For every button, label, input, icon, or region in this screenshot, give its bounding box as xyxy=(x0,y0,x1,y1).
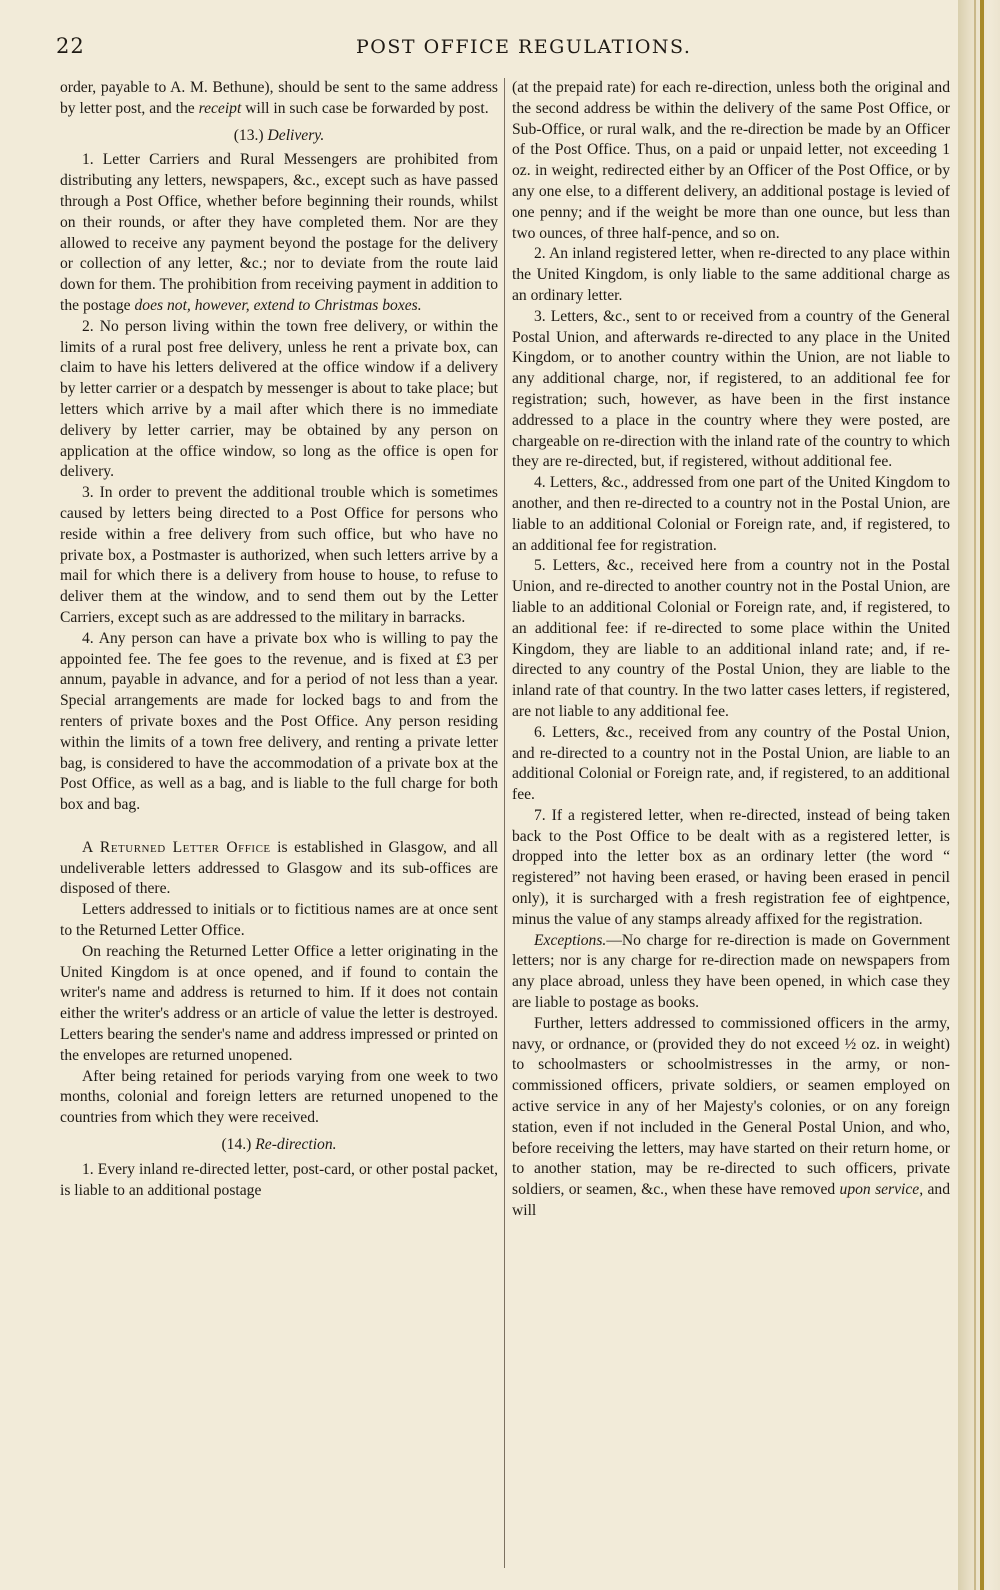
exceptions-paragraph: Exceptions.—No charge for re-direction is made on Government letters; nor is any charge for re-direction made on newspapers from any place abroad, unless they have been opened, in which case they are liable to postage as books. xyxy=(512,931,950,1012)
redirection-paragraph-6: 6. Letters, &c., received from any country of the Postal Union, and re-directed to a country not in the Postal Union, are liable to an additional Colonial or Foreign rate, and, if registered, to an additional fee. xyxy=(512,723,950,804)
initials-paragraph: Letters addressed to initials or to fictitious names are at once sent to the Returned Letter Office. xyxy=(60,901,498,940)
section-heading-redirection: (14.) Re-direction. xyxy=(221,1136,337,1154)
right-column xyxy=(512,78,950,1222)
redirection-paragraph-1-continued: (at the prepaid rate) for each re-direction, unless both the original and the second address be within the delivery of the same Post Office, or Sub-Office, or rural walk, and the re-direction be made by an Officer of the Post Office. Thus, on a paid or unpaid letter, not exceeding 1 oz. in weight, redirected either by an Officer of the Post Office, or by any one else, to a different delivery, an additional postage is levied of one penny; and if the weight be more than one ounce, but less than two ounces, of three half-pence, and so on. xyxy=(512,79,950,242)
delivery-paragraph-1: 1. Letter Carriers and Rural Messengers are prohibited from distributing any letters, newspapers, &c., except such as have passed through a Post Office, whether before beginning their rounds, whilst on their rounds, or after they have completed them. Nor are they allowed to receive any payment beyond the postage for the delivery or collection of any letter, &c.; nor to deviate from the route laid down for them. The prohibition from receiving payment in addition to the postage does not, however, extend to Christmas boxes. xyxy=(60,151,498,314)
binding-shadow xyxy=(974,0,976,1590)
binding-gutter xyxy=(980,0,984,1590)
redirection-paragraph-7: 7. If a registered letter, when re-directed, instead of being taken back to the Post Office to be dealt with as a registered letter, is dropped into the letter box as an ordinary letter (the word “ registered” not having been erased, or having been erased in pencil only), it is surcharged with a fresh registration fee of eightpence, minus the value of any stamps already affixed for the registration. xyxy=(512,806,950,928)
delivery-paragraph-3: 3. In order to prevent the additional trouble which is sometimes caused by letters being directed to a Post Office for persons who reside within a free delivery from such office, but who have no private box, a Postmaster is authorized, when such letters arrive by a mail for which there is a delivery from house to house, to refuse to deliver them at the window, and to send them out by the Letter Carriers, except such as are addressed to the military in barracks. xyxy=(60,484,498,626)
redirection-paragraph-1: 1. Every inland re-directed letter, post-card, or other postal packet, is liable to an additional postage xyxy=(60,1160,498,1199)
redirection-paragraph-3: 3. Letters, &c., sent to or received from a country of the General Postal Union, and afterwards re-directed to any place in the United Kingdom, or to another country within the Union, are not liable to any additional charge, nor, if registered, to an additional fee for registration; such, however, as have been in the first instance addressed to a place in the country where they were posted, are chargeable on re-direction with the inland rate of the country to which they are re-directed, but, if registered, without additional fee. xyxy=(512,307,950,471)
page-header xyxy=(56,30,948,62)
left-column xyxy=(60,78,498,1201)
returned-letter-office-paragraph: A Returned Letter Office is established in Glasgow, and all undeliverable letters addressed to Glasgow and its sub-offices are disposed of there. xyxy=(60,838,498,898)
further-paragraph: Further, letters addressed to commissioned officers in the army, navy, or ordnance, or (provided they do not exceed ½ oz. in weight) to schoolmasters or schoolmistresses in the army, or non-commissioned officers, private soldiers, or seamen employed on active service in any of her Majesty's colonies, or on any foreign station, even if not included in the General Postal Union, and who, before receiving the letters, may have started on their return home, or to another station, may be re-directed to such officers, private soldiers, or seamen, &c., when these have removed upon service, and will xyxy=(512,1014,950,1220)
delivery-paragraph-4: 4. Any person can have a private box who is willing to pay the appointed fee. The fee goes to the revenue, and is fixed at £3 per annum, payable in advance, and for a period of not less than a year. Special arrangements are made for locked bags to and from the renters of private boxes and the Post Office. Any person residing within the limits of a town free delivery, and renting a private letter bag, is considered to have the accommodation of a private box at the Post Office, as well as a bag, and is liable to the full charge for both box and bag. xyxy=(60,629,498,814)
column-divider xyxy=(504,78,505,1568)
intro-paragraph: order, payable to A. M. Bethune), should be sent to the same address by letter post, and the receipt will in such case be forwarded by post. xyxy=(60,79,498,117)
section-heading-delivery: (13.) Delivery. xyxy=(233,126,325,144)
page-number: 22 xyxy=(56,34,85,58)
reaching-paragraph: On reaching the Returned Letter Office a letter originating in the United Kingdom is at once opened, and if found to contain the writer's name and address is returned to him. If it does not contain either the writer's address or an article of value the letter is destroyed. Letters bearing the sender's name and address impressed or printed on the envelopes are returned unopened. xyxy=(60,942,498,1064)
retained-paragraph: After being retained for periods varying from one week to two months, colonial and foreign letters are returned unopened to the countries from which they were received. xyxy=(60,1067,498,1127)
redirection-paragraph-5: 5. Letters, &c., received here from a country not in the Postal Union, and re-directed to another country not in the Postal Union, are liable to an additional Colonial or Foreign rate, and, if registered, to an additional fee: if re-directed to some place within the United Kingdom, they are liable to an additional inland rate; and, if re-directed to any country of the Postal Union, they are liable to the inland rate of that country. In the two latter cases letters, if registered, are not liable to any additional fee. xyxy=(512,557,950,720)
redirection-paragraph-2: 2. An inland registered letter, when re-directed to any place within the United Kingdom, is only liable to the same additional charge as an ordinary letter. xyxy=(512,245,950,304)
delivery-paragraph-2: 2. No person living within the town free delivery, or within the limits of a rural post free delivery, unless he rent a private box, can claim to have his letters delivered at the office window if a delivery by letter carrier or a despatch by messenger is about to take place; but letters which arrive by a mail after which there is no immediate delivery by letter carrier, may be obtained by any person on application at the office window, so long as the office is open for delivery. xyxy=(60,317,498,481)
running-title: POST OFFICE REGULATIONS. xyxy=(356,36,692,58)
facing-page-edge xyxy=(958,0,1000,1590)
redirection-paragraph-4: 4. Letters, &c., addressed from one part of the United Kingdom to another, and then re-directed to a country not in the Postal Union, are liable to an additional Colonial or Foreign rate, and, if registered, to an additional fee for registration. xyxy=(512,474,950,554)
